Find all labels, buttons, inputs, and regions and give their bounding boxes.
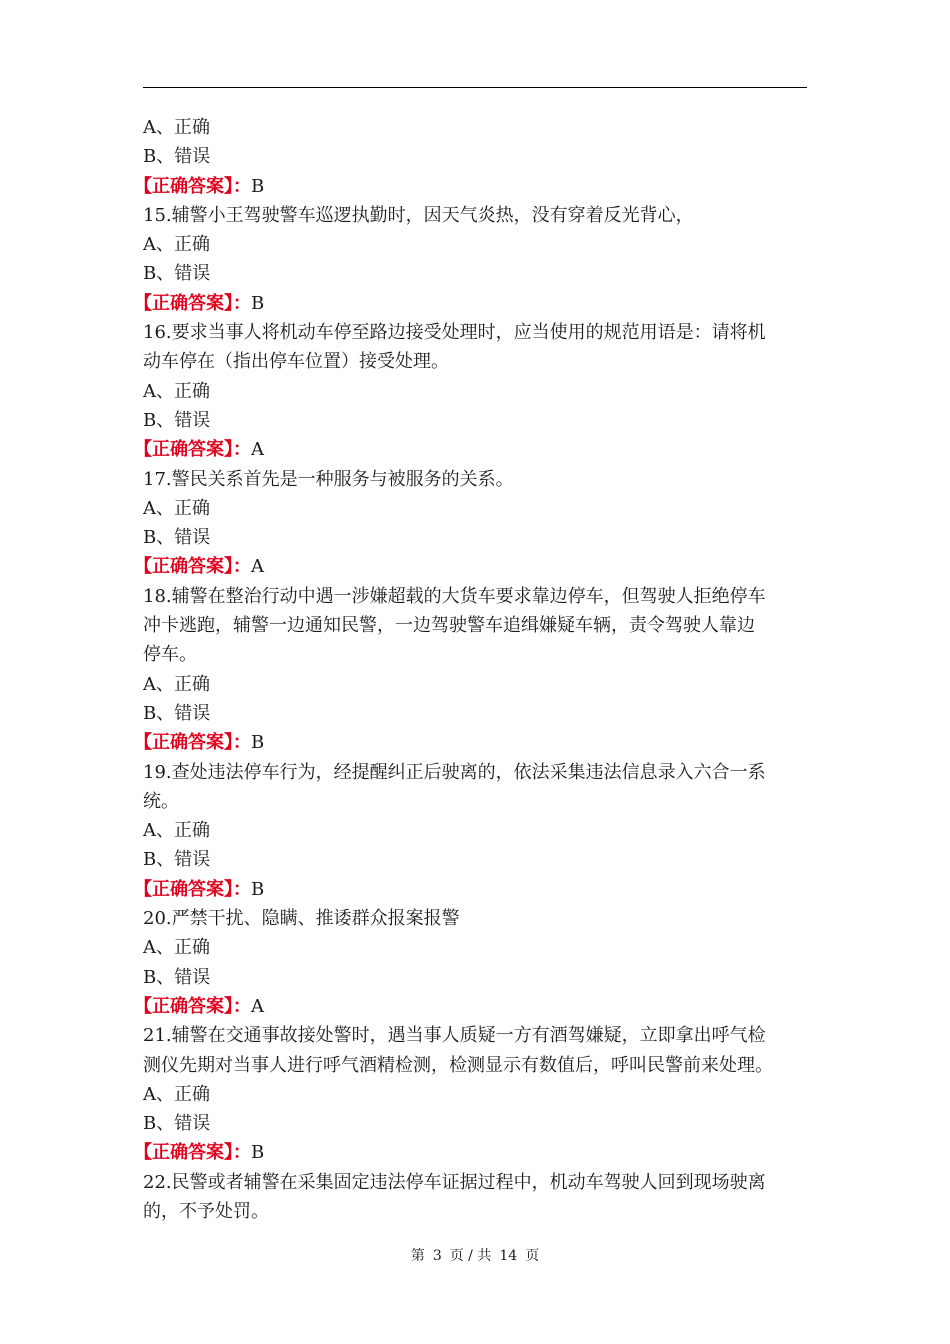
answer-label: 【正确答案】： xyxy=(134,732,251,754)
option-a: A、正确 xyxy=(143,1083,210,1105)
answer-label: 【正确答案】： xyxy=(134,995,251,1017)
page-label-post: 页 xyxy=(525,1248,540,1264)
answer-line xyxy=(134,552,811,581)
answer-label: 【正确答案】： xyxy=(134,1142,251,1164)
question-text: 19.查处违法停车行为，经提醒纠正后驶离的，依法采集违法信息录入六合一系 xyxy=(143,761,766,783)
question-text: 的，不予处罚。 xyxy=(143,1200,269,1222)
question-text: 16.要求当事人将机动车停至路边接受处理时，应当使用的规范用语是：请将机 xyxy=(143,322,766,344)
option-b: B、错误 xyxy=(143,527,211,549)
option-a: A、正确 xyxy=(143,117,210,138)
page-footer xyxy=(0,1245,950,1265)
option-b: B、错误 xyxy=(143,849,211,871)
question-text: 21.辅警在交通事故接处警时，遇当事人质疑一方有酒驾嫌疑，立即拿出呼气检 xyxy=(143,1025,766,1047)
option-b: B、错误 xyxy=(143,1113,211,1135)
answer-line xyxy=(134,172,811,201)
option-a: A、正确 xyxy=(143,673,210,695)
answer-value: B xyxy=(251,292,265,314)
question-block xyxy=(134,1021,811,1167)
question-block xyxy=(134,904,811,1021)
answer-label: 【正确答案】： xyxy=(134,292,251,314)
question-text: 冲卡逃跑，辅警一边通知民警，一边驾驶警车追缉嫌疑车辆，责令驾驶人靠边 xyxy=(143,615,755,637)
question-block xyxy=(134,318,811,464)
option-a: A、正确 xyxy=(143,497,210,519)
option-a: A、正确 xyxy=(143,380,210,402)
answer-line xyxy=(134,875,811,904)
question-text: 17.警民关系首先是一种服务与被服务的关系。 xyxy=(143,468,514,490)
answer-line xyxy=(134,435,811,464)
question-block xyxy=(134,582,811,758)
answer-label: 【正确答案】： xyxy=(134,878,251,900)
question-text: 20.严禁干扰、隐瞒、推诿群众报案报警 xyxy=(143,908,460,930)
document-body xyxy=(134,113,811,1226)
question-text: 15.辅警小王驾驶警车巡逻执勤时，因天气炎热，没有穿着反光背心， xyxy=(143,204,694,226)
answer-value: A xyxy=(251,439,264,461)
option-b: B、错误 xyxy=(143,146,211,168)
question-text: 统。 xyxy=(143,790,179,812)
option-b: B、错误 xyxy=(143,966,211,988)
answer-line xyxy=(134,728,811,757)
question-text: 测仪先期对当事人进行呼气酒精检测，检测显示有数值后，呼叫民警前来处理。 xyxy=(143,1054,773,1076)
answer-value: B xyxy=(251,175,265,197)
question-text: 停车。 xyxy=(143,644,197,666)
option-a: A、正确 xyxy=(143,937,210,959)
question-text: 18.辅警在整治行动中遇一涉嫌超载的大货车要求靠边停车，但驾驶人拒绝停车 xyxy=(143,585,766,607)
page-label-pre: 第 xyxy=(410,1248,425,1264)
answer-label: 【正确答案】： xyxy=(134,556,251,578)
question-block xyxy=(134,465,811,582)
option-b: B、错误 xyxy=(143,263,211,285)
option-a: A、正确 xyxy=(143,234,210,256)
answer-line xyxy=(134,289,811,318)
answer-value: B xyxy=(251,1142,265,1164)
option-b: B、错误 xyxy=(143,702,211,724)
question-text: 22.民警或者辅警在采集固定违法停车证据过程中，机动车驾驶人回到现场驶离 xyxy=(143,1171,766,1193)
answer-line xyxy=(134,992,811,1021)
question-block xyxy=(143,1168,811,1227)
header-rule xyxy=(143,87,807,88)
question-block xyxy=(134,201,811,318)
answer-value: A xyxy=(251,556,264,578)
answer-value: B xyxy=(251,878,265,900)
answer-label: 【正确答案】： xyxy=(134,439,251,461)
answer-value: B xyxy=(251,732,265,754)
answer-label: 【正确答案】： xyxy=(134,175,251,197)
option-b: B、错误 xyxy=(143,409,211,431)
option-a: A、正确 xyxy=(143,820,210,842)
page-label-mid: 页 / 共 xyxy=(449,1248,492,1264)
page-number: 3 xyxy=(432,1248,442,1264)
question-text: 动车停在（指出停车位置）接受处理。 xyxy=(143,351,449,373)
question-block xyxy=(134,758,811,904)
answer-line xyxy=(134,1138,811,1167)
total-pages: 14 xyxy=(499,1248,518,1264)
answer-value: A xyxy=(251,995,264,1017)
